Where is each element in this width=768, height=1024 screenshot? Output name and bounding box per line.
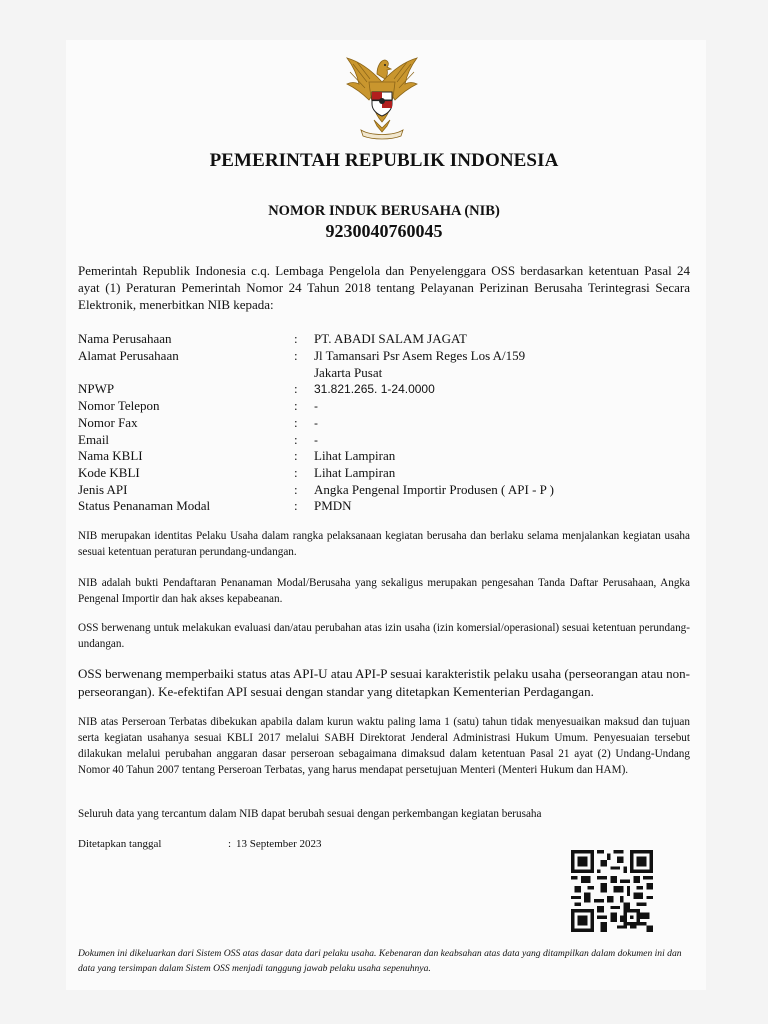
government-title: PEMERINTAH REPUBLIK INDONESIA (209, 150, 559, 171)
field-value: - (314, 416, 318, 430)
field-label: Status Penanaman Modal (78, 498, 211, 513)
paragraph-oss-evaluation: OSS berwenang untuk melakukan evaluasi dan/atau perubahan atas izin usaha (izin komersial/operasional) sesuai ketentuan perundang-undangan. (78, 622, 690, 650)
field-label: Jenis API (78, 482, 128, 497)
field-value: - (314, 433, 318, 447)
field-value: Angka Pengenal Importir Produsen ( API - P ) (314, 482, 554, 497)
field-value: Jl Tamansari Psr Asem Reges Los A/159 (314, 348, 526, 363)
field-colon: : (294, 398, 298, 413)
field-value: Jakarta Pusat (314, 365, 383, 380)
intro-paragraph: Pemerintah Republik Indonesia c.q. Lembaga Pengelola dan Penyelenggara OSS berdasarkan ketentuan Pasal 24 ayat (1) Peraturan Pemerintah Nomor 24 Tahun 2018 tentang Pelayanan Perizinan Berusaha Terintegrasi Secara Elektronik, menerbitkan NIB kepada: (78, 263, 690, 312)
field-label: NPWP (78, 381, 115, 396)
field-label: Kode KBLI (78, 465, 140, 480)
field-colon: : (294, 498, 298, 513)
document-title: NOMOR INDUK BERUSAHA (NIB) (268, 203, 500, 219)
field-value: Lihat Lampiran (314, 465, 396, 480)
paragraph-nib-proof: NIB adalah bukti Pendaftaran Penanaman Modal/Berusaha yang sekaligus merupakan pengesahan Tanda Daftar Perusahaan, Angka Pengenal Importir dan hak akses kepabeanan. (78, 577, 690, 605)
field-colon: : (294, 465, 298, 480)
field-colon: : (294, 482, 298, 497)
paragraph-nib-identity: NIB merupakan identitas Pelaku Usaha dalam rangka pelaksanaan kegiatan berusaha dan berlaku selama menjalankan kegiatan usaha sesuai ketentuan peraturan perundang-undangan. (78, 530, 690, 558)
garuda-emblem-icon (343, 52, 421, 140)
field-colon: : (294, 381, 298, 396)
qr-code-icon (571, 850, 653, 932)
field-label: Nomor Fax (78, 415, 138, 430)
issued-date-label: Ditetapkan tanggal (78, 838, 162, 850)
nib-number: 9230040760045 (325, 221, 443, 241)
field-value: - (314, 399, 318, 413)
field-label: Alamat Perusahaan (78, 348, 179, 363)
field-value: 31.821.265. 1-24.0000 (314, 382, 435, 396)
field-label: Email (78, 432, 110, 447)
paragraph-api-status: OSS berwenang memperbaiki status atas API-U atau API-P sesuai karakteristik pelaku usaha (perseorangan atau non-perseorangan). Ke-efektifan API sesuai dengan standar yang ditetapkan Kementerian Perdagangan. (78, 666, 690, 699)
paragraph-data-change: Seluruh data yang tercantum dalam NIB dapat berubah sesuai dengan perkembangan kegiatan berusaha (78, 808, 542, 820)
field-colon: : (294, 415, 298, 430)
document-page (66, 40, 706, 990)
field-label: Nama Perusahaan (78, 331, 172, 346)
field-colon: : (294, 448, 298, 463)
paragraph-pt-freeze: NIB atas Perseroan Terbatas dibekukan apabila dalam kurun waktu paling lama 1 (satu) tahun tidak menyesuaikan maksud dan tujuan serta kegiatan usahanya sesuai KBLI 2017 melalui SABH Direktorat Jenderal Administrasi Hukum Umum. Penyesuaian tersebut dilakukan melalui perubahan anggaran dasar perseroan sebagaimana dimaksud dalam ketentuan Pasal 21 ayat (2) Undang-Undang Nomor 40 Tahun 2007 tentang Perseroan Terbatas, yang harus mendapat persetujuan Menteri (Menteri Hukum dan HAM). (78, 716, 690, 776)
field-colon: : (294, 331, 298, 346)
field-colon: : (294, 348, 298, 363)
field-value: Lihat Lampiran (314, 448, 396, 463)
issued-date-value: 13 September 2023 (236, 838, 322, 850)
issued-date-colon: : (228, 838, 232, 850)
footer-disclaimer: Dokumen ini dikeluarkan dari Sistem OSS atas dasar data dari pelaku usaha. Kebenaran dan keabsahan atas data yang ditampilkan dalam dokumen ini dan data yang tersimpan dalam Sistem OSS menjadi tanggung jawab pelaku usaha sepenuhnya. (78, 948, 682, 974)
field-label: Nomor Telepon (78, 398, 160, 413)
field-label: Nama KBLI (78, 448, 143, 463)
field-value: PT. ABADI SALAM JAGAT (314, 331, 467, 346)
field-colon: : (294, 432, 298, 447)
field-value: PMDN (314, 498, 352, 513)
